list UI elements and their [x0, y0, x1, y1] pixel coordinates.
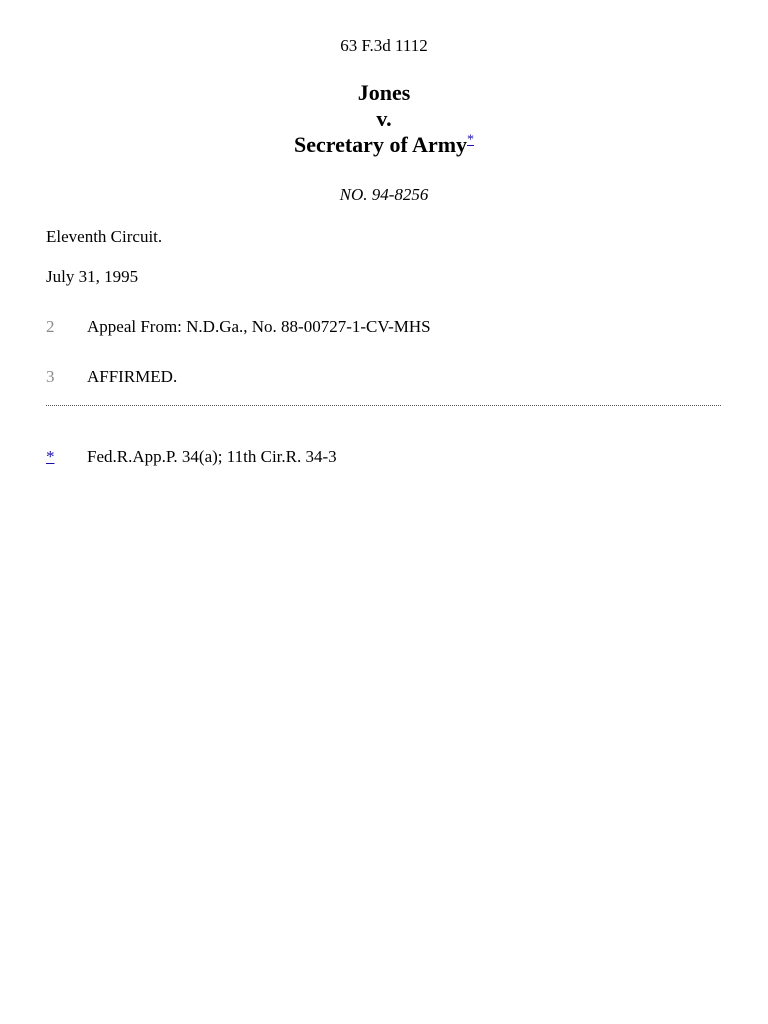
paragraph: [46, 367, 177, 387]
case-title-plaintiff: Jones: [357, 80, 411, 105]
paragraph: [46, 317, 431, 337]
case-title-defendant-line: [0, 132, 768, 158]
case-title-defendant: Secretary of Army: [293, 132, 468, 157]
case-citation: 63 F.3d 1112: [340, 36, 428, 55]
court-name: Eleventh Circuit.: [46, 227, 163, 246]
footnote-ref-link[interactable]: *: [467, 132, 475, 148]
decision-date: July 31, 1995: [46, 267, 139, 286]
footnote-text: Fed.R.App.P. 34(a); 11th Cir.R. 34-3: [87, 447, 337, 466]
footnote-backlink[interactable]: *: [46, 447, 55, 466]
docket-number: NO. 94-8256: [339, 185, 429, 204]
paragraph-text: Appeal From: N.D.Ga., No. 88-00727-1-CV-MHS: [87, 317, 431, 336]
paragraph-text: AFFIRMED.: [87, 367, 178, 386]
footnote: [46, 447, 337, 467]
case-title: [0, 80, 768, 158]
case-title-versus: v.: [376, 106, 392, 131]
paragraph-number: 3: [46, 367, 55, 386]
paragraph-number: 2: [46, 317, 55, 336]
footnote-divider: [46, 405, 721, 406]
